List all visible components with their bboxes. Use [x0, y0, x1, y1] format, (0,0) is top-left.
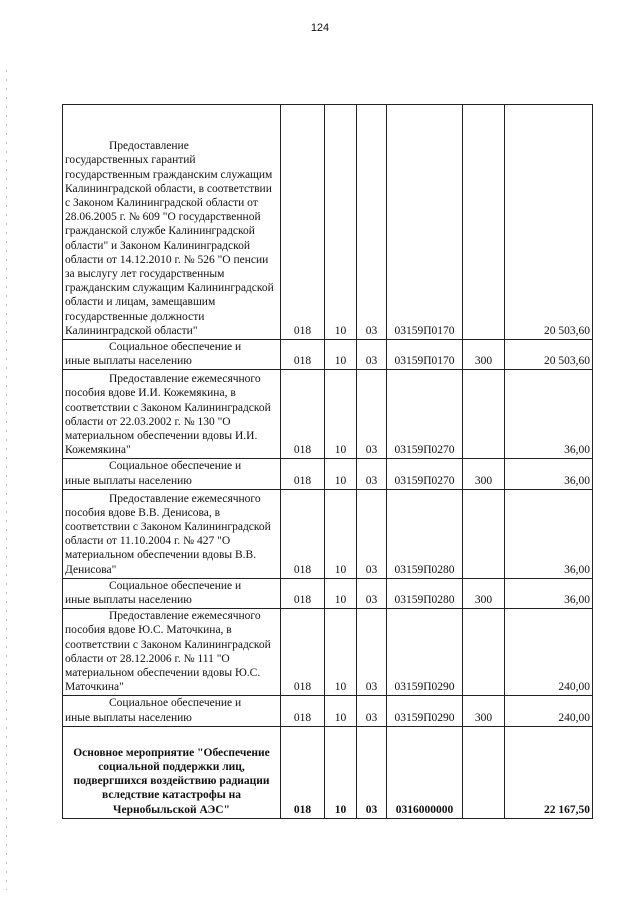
- subsection-code: 03: [357, 105, 387, 340]
- grbs-code: 018: [281, 578, 325, 608]
- item-description: Социальное обеспечение и иные выплаты населению: [63, 340, 281, 370]
- target-article-code: 03159П0170: [387, 340, 463, 370]
- section-code: 10: [325, 609, 357, 696]
- table-row: [63, 696, 593, 726]
- item-description: Предоставление государственных гарантий государственным гражданским служащим Калининградской области, в соответствии с Законом Калининградской области от 28.06.2005 г. № 609 "О государственной гражданской службе Калининградской области" и Законом Калининградской области от 14.12.2010 г. № 526 "О пенсии за выслугу лет государственным гражданским служащим Калининградской области и лицам, замещавшим государственные должности Калининградской области": [63, 105, 281, 340]
- expense-type-code: 300: [463, 340, 505, 370]
- subsection-code: 03: [357, 340, 387, 370]
- expense-type-code: [463, 609, 505, 696]
- amount: 240,00: [505, 696, 593, 726]
- table-row: [63, 370, 593, 459]
- amount: 240,00: [505, 609, 593, 696]
- amount: 36,00: [505, 578, 593, 608]
- expense-type-code: [463, 370, 505, 459]
- grbs-code: 018: [281, 105, 325, 340]
- subsection-code: 03: [357, 578, 387, 608]
- grbs-code: 018: [281, 696, 325, 726]
- section-code: 10: [325, 489, 357, 578]
- table-row: [63, 609, 593, 696]
- amount: 36,00: [505, 370, 593, 459]
- expense-type-code: 300: [463, 578, 505, 608]
- expense-type-code: [463, 726, 505, 818]
- grbs-code: 018: [281, 370, 325, 459]
- table-row: [63, 459, 593, 489]
- target-article-code: 03159П0280: [387, 489, 463, 578]
- subsection-code: 03: [357, 609, 387, 696]
- amount: 36,00: [505, 489, 593, 578]
- item-description: Социальное обеспечение и иные выплаты населению: [63, 696, 281, 726]
- amount: 20 503,60: [505, 105, 593, 340]
- table-row: [63, 340, 593, 370]
- expense-type-code: 300: [463, 696, 505, 726]
- item-description: Социальное обеспечение и иные выплаты населению: [63, 578, 281, 608]
- main-measure-row: [63, 726, 593, 818]
- subsection-code: 03: [357, 459, 387, 489]
- item-description: Социальное обеспечение и иные выплаты населению: [63, 459, 281, 489]
- budget-table: [62, 104, 593, 819]
- main-measure-description: Основное мероприятие "Обеспечение социальной поддержки лиц, подвергшихся воздействию радиации вследствие катастрофы на Чернобыльской АЭС": [63, 726, 281, 818]
- target-article-code: 03159П0170: [387, 105, 463, 340]
- grbs-code: 018: [281, 459, 325, 489]
- amount: 22 167,50: [505, 726, 593, 818]
- section-code: 10: [325, 696, 357, 726]
- subsection-code: 03: [357, 726, 387, 818]
- section-code: 10: [325, 340, 357, 370]
- target-article-code: 03159П0270: [387, 370, 463, 459]
- grbs-code: 018: [281, 609, 325, 696]
- subsection-code: 03: [357, 696, 387, 726]
- item-description: Предоставление ежемесячного пособия вдове В.В. Денисова, в соответствии с Законом Калининградской области от 11.10.2004 г. № 427 "О материальном обеспечении вдовы В.В. Денисова": [63, 489, 281, 578]
- grbs-code: 018: [281, 489, 325, 578]
- amount: 36,00: [505, 459, 593, 489]
- item-description: Предоставление ежемесячного пособия вдове И.И. Кожемякина, в соответствии с Законом Калининградской области от 22.03.2002 г. № 130 "О материальном обеспечении вдовы И.И. Кожемякина": [63, 370, 281, 459]
- target-article-code: 03159П0280: [387, 578, 463, 608]
- section-code: 10: [325, 105, 357, 340]
- table-row: [63, 489, 593, 578]
- scan-margin-dots: [6, 70, 7, 890]
- target-article-code: 03159П0290: [387, 696, 463, 726]
- item-description: Предоставление ежемесячного пособия вдове Ю.С. Маточкина, в соответствии с Законом Калининградской области от 28.12.2006 г. № 111 "О материальном обеспечении вдовы Ю.С. Маточкина": [63, 609, 281, 696]
- table-row: [63, 105, 593, 340]
- subsection-code: 03: [357, 489, 387, 578]
- grbs-code: 018: [281, 726, 325, 818]
- expense-type-code: [463, 105, 505, 340]
- table-row: [63, 578, 593, 608]
- page-number: 124: [310, 22, 330, 34]
- section-code: 10: [325, 726, 357, 818]
- target-article-code: 0316000000: [387, 726, 463, 818]
- grbs-code: 018: [281, 340, 325, 370]
- target-article-code: 03159П0270: [387, 459, 463, 489]
- target-article-code: 03159П0290: [387, 609, 463, 696]
- section-code: 10: [325, 459, 357, 489]
- expense-type-code: [463, 489, 505, 578]
- expense-type-code: 300: [463, 459, 505, 489]
- section-code: 10: [325, 370, 357, 459]
- subsection-code: 03: [357, 370, 387, 459]
- section-code: 10: [325, 578, 357, 608]
- amount: 20 503,60: [505, 340, 593, 370]
